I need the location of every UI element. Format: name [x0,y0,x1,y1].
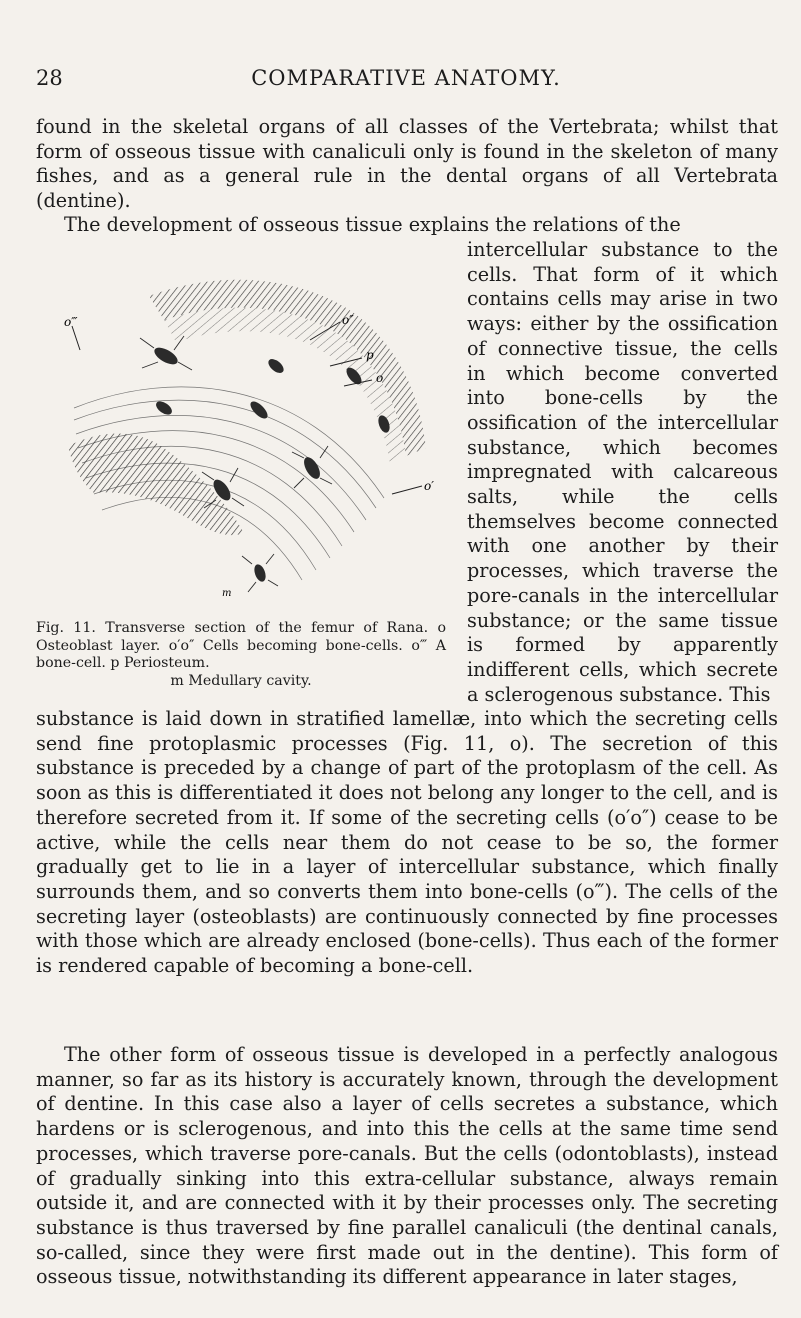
paragraph-1: found in the skeletal organs of all classes of the Vertebrata; whilst that form of osseous tissue with canaliculi only is found in the skeleton of many fishes, and as a general rule in the dental organs of all Vertebrata (dentine). [36,115,778,213]
caption-line-2: m Medullary cavity. [170,672,312,689]
femur-section-illustration [54,258,446,610]
label-m: m [222,588,232,599]
running-title: COMPARATIVE ANATOMY. [251,66,561,90]
running-header [36,66,776,96]
label-o1: o′ [424,479,434,493]
label-p: p [366,348,374,362]
caption-line-1: Fig. 11. Transverse section of the femur of Rana. o Osteoblast layer. o′o″ Cells becoming bone-cells. o‴ A bone-cell. p Periosteum. [36,620,446,671]
page-number: 28 [36,66,63,90]
paragraph-2-continued: substance is laid down in stratified lamellæ, into which the secreting cells send fine protoplasmic processes (Fig. 11, o). The secretion of this substance is preceded by a change of part of the protoplasm of the cell. As soon as this is differentiated it does not belong any longer to the cell, and is therefore secreted from it. If some of the secreting cells (o′o″) cease to be active, while the cells near them do not cease to be so, the former gradually get to lie in a layer of intercellular substance, which finally surrounds them, and so converts them into bone-cells (o‴). The cells of the secreting layer (osteoblasts) are continuously connected by fine processes with those which are already enclosed (bone-cells). Thus each of the former is rendered capable of becoming a bone-cell. [36,707,778,978]
label-o2: o″ [342,313,354,327]
femur-section-figure [54,258,446,610]
label-o: o [376,371,384,385]
figure-caption [36,620,446,690]
paragraph-2-column-text: intercellular substance to the cells. That form of it which contains cells may arise in two ways: either by the ossification of connective tissue, the cells in which become converted into bone-cells by the ossification of the intercellular substance, which becomes impregnated with calcareous salts, while the cells themselves become connected with one another by their processes, which traverse the pore-canals in the intercellular substance; or the same tissue is formed by apparently indifferent cells, which secrete a sclerogenous substance. This [467,238,778,706]
label-o3: o‴ [64,315,78,329]
paragraph-2-first-line: The development of osseous tissue explains the relations of the [64,213,681,236]
paragraph-3: The other form of osseous tissue is developed in a perfectly analogous manner, so far as its history is accurately known, through the development of dentine. In this case also a layer of cells secretes a substance, which hardens or is sclerogenous, and into this the cells at the same time send processes, which traverse pore-canals. But the cells (odontoblasts), instead of gradually sinking into this extra-cellular substance, always remain outside it, and are connected with it by their processes only. The secreting substance is thus traversed by fine parallel canaliculi (the dentinal canals, so-called, since they were first made out in the dentine). This form of osseous tissue, notwithstanding its different appearance in later stages, [36,1043,778,1289]
